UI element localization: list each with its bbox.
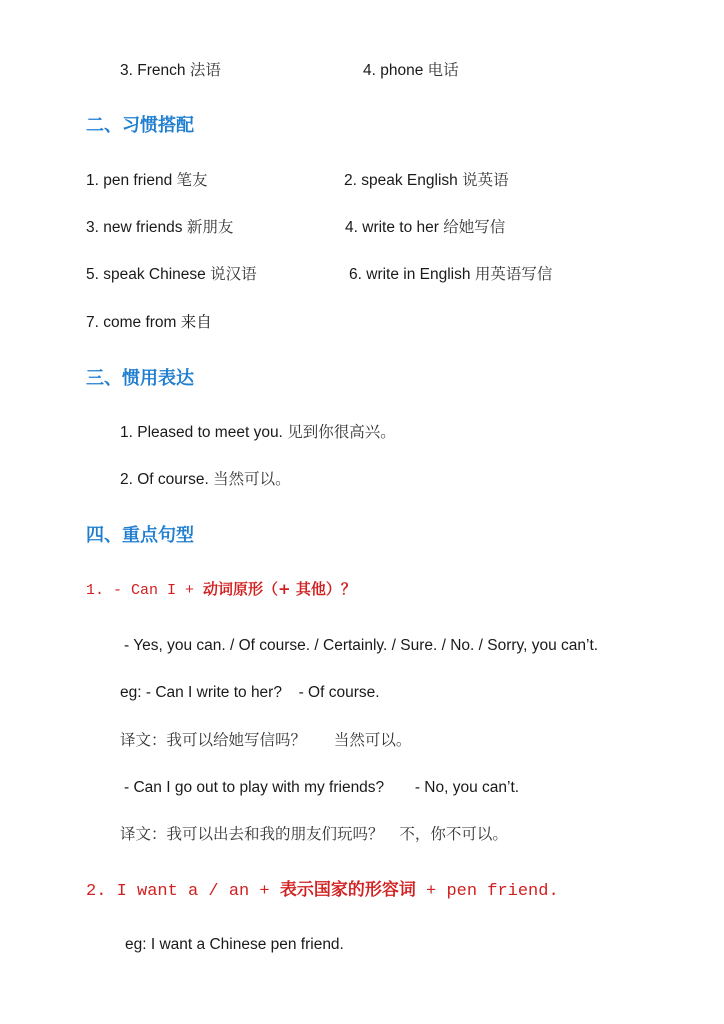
item-chinese: 说汉语 [210, 265, 257, 283]
answer-options: - Yes, you can. / Of course. / Certainly. / Sure. / No. / Sorry, you can’t. [124, 637, 599, 654]
translation-1 [120, 733, 411, 749]
item-number: 2. [120, 471, 133, 488]
collocation-item [345, 220, 505, 236]
collocation-item [86, 267, 257, 283]
item-number: 5. [86, 266, 99, 283]
item-chinese: 用英语写信 [474, 265, 553, 283]
item-chinese: 见到你很高兴。 [287, 423, 396, 441]
item-chinese: 说英语 [462, 171, 509, 189]
pattern-prefix: 2. I want a / an + [86, 882, 280, 901]
pattern-prefix: 1. - Can I + [86, 582, 204, 599]
translation-2 [120, 827, 508, 843]
collocation-item [349, 267, 552, 283]
item-number: 1. [86, 172, 99, 189]
pattern-chinese: 动词原形（+ 其他）？ [203, 580, 356, 598]
collocation-item [86, 315, 212, 331]
item-chinese: 法语 [189, 61, 221, 79]
item-english: write to her [362, 219, 439, 236]
section-heading-key-sentences: 四、重点句型 [86, 525, 194, 546]
item-english: speak English [361, 172, 458, 189]
collocation-item [86, 173, 208, 189]
expression-item [120, 472, 291, 488]
item-number: 2. [344, 172, 357, 189]
example-2 [124, 780, 519, 796]
item-number: 4. [363, 62, 376, 79]
vocab-item-french [120, 63, 221, 79]
item-english: phone [380, 62, 424, 79]
translation-question: 译文：我可以出去和我的朋友们玩吗？ [120, 825, 384, 843]
collocation-item [344, 173, 509, 189]
translation-answer: 不，你不可以。 [399, 825, 508, 843]
pattern-chinese: 表示国家的形容词 [279, 880, 416, 900]
example-1 [120, 685, 380, 701]
item-number: 3. [86, 219, 99, 236]
item-english: come from [103, 314, 177, 331]
item-chinese: 当然可以。 [213, 470, 291, 488]
example-answer: - No, you can’t. [414, 779, 520, 796]
item-english: speak Chinese [103, 266, 206, 283]
example-question: eg: - Can I write to her? [120, 684, 282, 701]
item-english: Pleased to meet you. [137, 424, 283, 441]
example-answer: - Of course. [298, 684, 380, 701]
section-heading-expressions: 三、惯用表达 [86, 368, 194, 389]
expression-item [120, 425, 396, 441]
example-want: eg: I want a Chinese pen friend. [125, 936, 344, 953]
item-number: 4. [345, 219, 358, 236]
pattern-suffix: + pen friend. [415, 882, 559, 901]
item-chinese: 给她写信 [443, 218, 506, 236]
item-number: 3. [120, 62, 133, 79]
sentence-pattern-can-i [86, 582, 356, 598]
translation-answer: 当然可以。 [333, 731, 412, 749]
item-number: 6. [349, 266, 362, 283]
item-english: write in English [366, 266, 471, 283]
item-chinese: 笔友 [176, 171, 208, 189]
item-english: Of course. [137, 471, 209, 488]
section-heading-collocations: 二、习惯搭配 [86, 115, 194, 136]
translation-question: 译文：我可以给她写信吗？ [120, 731, 307, 749]
collocation-item [86, 220, 233, 236]
item-number: 7. [86, 314, 99, 331]
item-chinese: 来自 [180, 313, 212, 331]
item-chinese: 电话 [427, 61, 459, 79]
sentence-pattern-i-want [86, 882, 559, 900]
item-english: French [137, 62, 186, 79]
vocab-item-phone [363, 63, 459, 79]
example-question: - Can I go out to play with my friends? [124, 779, 385, 796]
item-english: pen friend [103, 172, 173, 189]
item-english: new friends [103, 219, 183, 236]
item-number: 1. [120, 424, 133, 441]
item-chinese: 新朋友 [186, 218, 234, 236]
